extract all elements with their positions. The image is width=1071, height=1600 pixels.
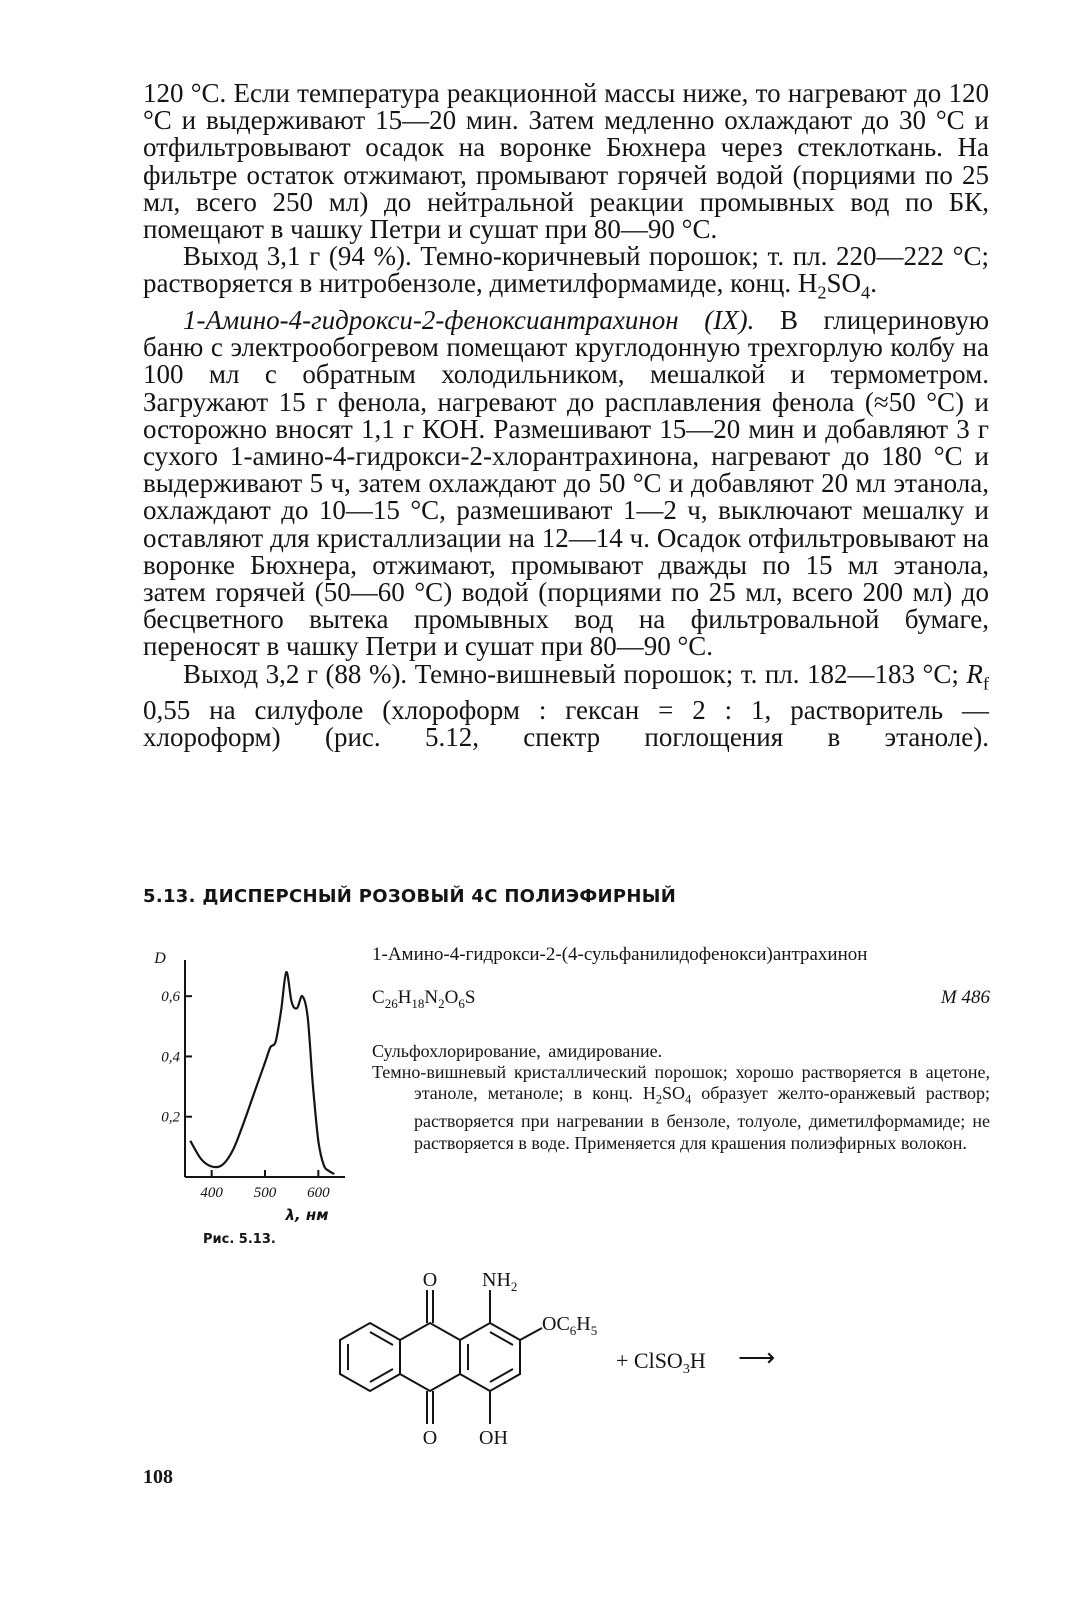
- molecular-formula: $C_{26}H_{18}N_2O_6S$: [372, 987, 476, 1011]
- paragraph-3: 1-Амино-4-гидрокси-2-феноксиантрахинон (IX). В глицериновую баню с электрообогревом помещают круглодонную трехгорлую колбу на 100 мл с обратным холодильником, мешалкой и термометром. Загружают 15 г фенола, нагревают до расплавления фенола (≈50 °C) и осторожно вносят 1,1 г КОН. Размешивают 15—20 мин и добавляют 3 г сухого 1-амино-4-гидрокси-2-хлорантрахинона, нагревают до 180 °C и выдерживают 5 ч, затем охлаждают до 50 °C и добавляют 20 мл этанола, охлаждают до 10—15 °C, размешивают 1—2 ч, выключают мешалку и оставляют для кристаллизации на 12—14 ч. Осадок отфильтровывают на воронке Бюхнера, отжимают, промывают дважды по 15 мл этанола, затем горячей (50—60 °C) водой (порциями по 25 мл, всего 200 мл) до бесцветного вытека промывных вод на фильтровальной бумаге, переносят в чашку Петри и сушат при 80—90 °C.: [143, 305, 989, 662]
- y-axis-label: D: [154, 950, 166, 967]
- chlorosulfonic-acid-reagent: + ClSO$_3$H: [616, 1348, 706, 1377]
- molecular-mass: M 486: [940, 987, 990, 1008]
- compound-info: [372, 943, 990, 1154]
- x-tick-label: 600: [307, 1185, 330, 1201]
- chart-axes: [185, 960, 345, 1177]
- reaction-arrow: ⟶: [738, 1343, 776, 1372]
- y-tick-label: 0,6: [161, 989, 180, 1006]
- page-number: 108: [143, 1466, 173, 1488]
- formula-row: [372, 987, 990, 1012]
- synthesis-processes: Сульфохлорирование, амидирование.: [372, 1040, 663, 1061]
- ophenyl-bond: [520, 1328, 542, 1340]
- compound-description: Темно-вишневый кристаллический порошок; хорошо растворяется в ацетоне, этаноле, метаноле; в конц. $H_2SO_4$ образует желто-оранжевый раствор; растворяется при нагревании в бензоле, толуоле, диметилформамиде; не растворяется в воде. Применяется для крашения полиэфирных волокон.: [372, 1061, 990, 1153]
- section-heading: 5.13. ДИСПЕРСНЫЙ РОЗОВЫЙ 4С ПОЛИЭФИРНЫЙ: [143, 886, 677, 907]
- reaction-scheme: [330, 1258, 800, 1458]
- y-tick-label: 0,4: [161, 1049, 180, 1066]
- ophenyl-label: $OC_6H_5$: [542, 1313, 598, 1338]
- nh2-label: $NH_2$: [482, 1269, 518, 1294]
- y-tick-label: 0,2: [161, 1109, 180, 1126]
- figure-caption: Рис. 5.13.: [203, 1232, 276, 1247]
- carbonyl-o-bottom: O: [422, 1427, 438, 1449]
- body-text: [143, 80, 989, 752]
- paragraph-1: 120 °C. Если температура реакционной массы ниже, то нагревают до 120 °C и выдерживают 15—20 мин. Затем медленно охлаждают до 30 °C и отфильтровывают осадок на воронке Бюхнера через стеклоткань. На фильтре остаток отжимают, промывают горячей водой (порциями по 25 мл, всего 250 мл) до нейтральной реакции промывных вод по БК, помещают в чашку Петри и сушат при 80—90 °C.: [143, 78, 989, 245]
- spectrum-curve: [190, 972, 334, 1174]
- paragraph-4: Выход 3,2 г (88 %). Темно-вишневый порошок; т. пл. 182—183 °C; $R_f$ 0,55 на силуфоле (хлороформ : гексан = 2 : 1, растворитель — хлороформ) (рис. 5.12, спектр поглощения в этаноле).: [143, 658, 989, 753]
- central-ring-bottom: [400, 1374, 460, 1391]
- oh-label: OH: [479, 1427, 508, 1449]
- compound-ix-title: 1-Амино-4-гидрокси-2-феноксиантрахинон (IX).: [183, 305, 755, 336]
- x-axis-label: λ, нм: [285, 1206, 329, 1224]
- anthraquinone-structure: [340, 1290, 542, 1424]
- x-tick-label: 400: [200, 1185, 223, 1201]
- carbonyl-o-top: O: [422, 1269, 438, 1291]
- paragraph-2: Выход 3,1 г (94 %). Темно-коричневый порошок; т. пл. 220—222 °C; растворяется в нитробензоле, диметилформамиде, конц. $H_2SO_4$.: [143, 241, 989, 303]
- x-tick-label: 500: [253, 1185, 277, 1201]
- absorption-spectrum-chart: [140, 945, 355, 1230]
- central-ring-top: [400, 1323, 460, 1340]
- chart-ticks: [161, 989, 330, 1201]
- compound-name: 1-Амино-4-гидрокси-2-(4-сульфанилидофенокси)антрахинон: [372, 944, 868, 965]
